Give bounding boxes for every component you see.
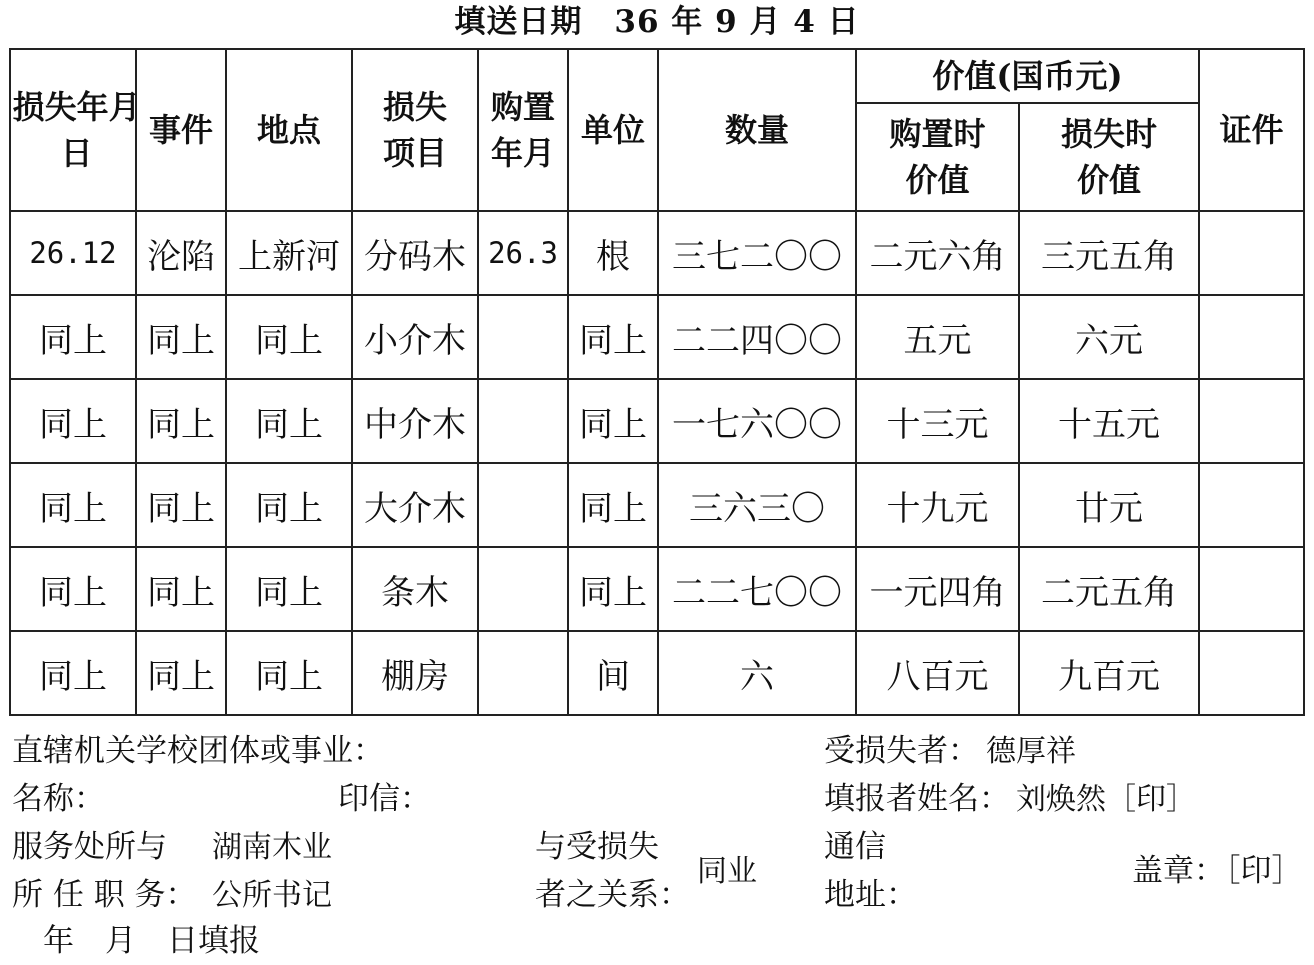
comm-label: 通信	[824, 829, 886, 865]
cell-item: 棚房	[352, 631, 478, 715]
cell-value-loss: 十五元	[1019, 379, 1199, 463]
office-value: 湖南木业	[212, 830, 332, 865]
cell-item: 大介木	[352, 463, 478, 547]
name-label: 名称：	[12, 781, 105, 817]
cell-place: 同上	[226, 463, 352, 547]
cell-quantity: 六	[658, 631, 856, 715]
cell-place: 同上	[226, 631, 352, 715]
cell-value-purchase: 一元四角	[856, 547, 1019, 631]
cell-purchase-date	[478, 379, 568, 463]
cell-item: 条木	[352, 547, 478, 631]
cell-event: 同上	[136, 631, 226, 715]
header-event: 事件	[136, 49, 226, 211]
cell-value-loss: 廿元	[1019, 463, 1199, 547]
cell-value-purchase: 八百元	[856, 631, 1019, 715]
cell-proof	[1199, 463, 1304, 547]
cell-event: 同上	[136, 379, 226, 463]
org-label: 直辖机关学校团体或事业：	[12, 733, 384, 769]
cell-event: 沦陷	[136, 211, 226, 295]
cell-date: 同上	[10, 463, 136, 547]
loss-table	[9, 48, 1305, 716]
header-place: 地点	[226, 49, 352, 211]
office-label: 服务处所与	[12, 829, 167, 865]
cell-date: 同上	[10, 379, 136, 463]
cell-quantity: 一七六〇〇	[658, 379, 856, 463]
address-label: 地址：	[824, 877, 917, 913]
cell-purchase-date: 26.3	[478, 211, 568, 295]
cell-date: 同上	[10, 631, 136, 715]
cell-value-purchase: 五元	[856, 295, 1019, 379]
cell-value-loss: 六元	[1019, 295, 1199, 379]
cell-event: 同上	[136, 547, 226, 631]
cell-unit: 同上	[568, 547, 658, 631]
report-date-title: 填送日期 36 年 9 月 4 日	[454, 4, 860, 40]
victim-value: 德厚祥	[986, 734, 1076, 769]
cell-value-loss: 三元五角	[1019, 211, 1199, 295]
table-row	[10, 631, 1304, 715]
table-row	[10, 211, 1304, 295]
cell-proof	[1199, 295, 1304, 379]
header-quantity: 数量	[658, 49, 856, 211]
reporter-value: 刘焕然［印］	[1016, 782, 1196, 817]
table-row	[10, 463, 1304, 547]
cell-proof	[1199, 211, 1304, 295]
cell-date: 26.12	[10, 211, 136, 295]
relation-label-1: 与受损失	[535, 829, 659, 865]
table-row	[10, 547, 1304, 631]
cell-place: 同上	[226, 379, 352, 463]
cell-value-purchase: 十九元	[856, 463, 1019, 547]
cell-unit: 同上	[568, 295, 658, 379]
cell-item: 小介木	[352, 295, 478, 379]
header-purchase-date: 购置年月	[478, 49, 568, 211]
position-value: 公所书记	[212, 878, 332, 913]
header-proof: 证件	[1199, 49, 1304, 211]
cell-item: 分码木	[352, 211, 478, 295]
cell-value-purchase: 二元六角	[856, 211, 1019, 295]
cell-value-loss: 九百元	[1019, 631, 1199, 715]
cell-quantity: 三六三〇	[658, 463, 856, 547]
header-value-at-purchase: 购置时价值	[856, 103, 1019, 211]
cell-unit: 同上	[568, 379, 658, 463]
cell-place: 上新河	[226, 211, 352, 295]
cell-purchase-date	[478, 295, 568, 379]
cell-purchase-date	[478, 463, 568, 547]
cell-place: 同上	[226, 295, 352, 379]
cell-event: 同上	[136, 295, 226, 379]
victim-label: 受损失者：	[824, 733, 979, 769]
header-value-group: 价值(国币元)	[856, 49, 1199, 103]
cell-proof	[1199, 379, 1304, 463]
cell-value-purchase: 十三元	[856, 379, 1019, 463]
fill-date-line: 年 月 日填报	[12, 923, 260, 959]
cell-quantity: 二二七〇〇	[658, 547, 856, 631]
cell-quantity: 三七二〇〇	[658, 211, 856, 295]
position-label: 所 任 职 务：	[12, 877, 197, 913]
header-loss-item: 损失项目	[352, 49, 478, 211]
relation-label-2: 者之关系：	[535, 877, 690, 913]
cell-unit: 根	[568, 211, 658, 295]
cell-unit: 间	[568, 631, 658, 715]
table-row	[10, 295, 1304, 379]
cell-date: 同上	[10, 295, 136, 379]
header-unit: 单位	[568, 49, 658, 211]
cell-event: 同上	[136, 463, 226, 547]
header-value-at-loss: 损失时价值	[1019, 103, 1199, 211]
cell-place: 同上	[226, 547, 352, 631]
relation-value: 同业	[697, 854, 757, 889]
cell-item: 中介木	[352, 379, 478, 463]
cell-proof	[1199, 547, 1304, 631]
table-row	[10, 379, 1304, 463]
cell-date: 同上	[10, 547, 136, 631]
cell-unit: 同上	[568, 463, 658, 547]
header-loss-date: 损失年月日	[10, 49, 136, 211]
seal-label: 印信：	[338, 781, 431, 817]
cell-proof	[1199, 631, 1304, 715]
cell-purchase-date	[478, 547, 568, 631]
cell-quantity: 二二四〇〇	[658, 295, 856, 379]
cell-value-loss: 二元五角	[1019, 547, 1199, 631]
stamp-label: 盖章：［印］	[1132, 853, 1303, 889]
reporter-label: 填报者姓名：	[824, 781, 1010, 817]
cell-purchase-date	[478, 631, 568, 715]
